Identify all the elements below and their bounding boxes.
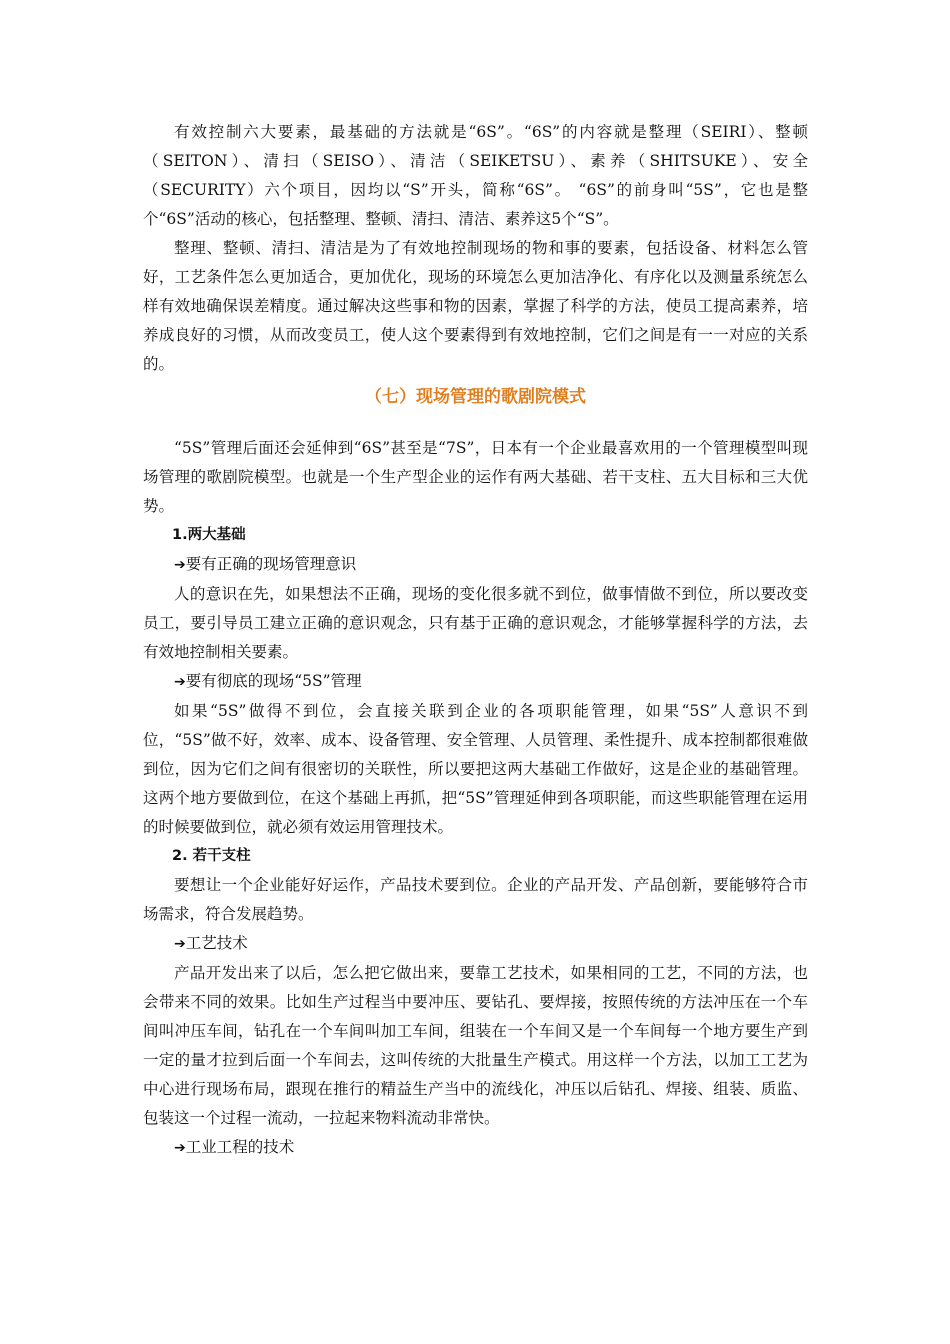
bullet-process-tech	[143, 929, 808, 959]
arrow-icon: ➔	[174, 1140, 186, 1156]
paragraph-opera-model: “5S”管理后面还会延伸到“6S”甚至是“7S”，日本有一个企业最喜欢用的一个管理模型叫现场管理的歌剧院模型。也就是一个生产型企业的运作有两大基础、若干支柱、五大目标和三大优势。	[143, 439, 808, 515]
bullet-label: 要有彻底的现场“5S”管理	[185, 672, 362, 690]
paragraph-5s-elements: 整理、整顿、清扫、清洁是为了有效地控制现场的物和事的要素，包括设备、材料怎么管好，工艺条件怎么更加适合，更加优化，现场的环境怎么更加洁净化、有序化以及测量系统怎么样有效地确保误差精度。通过解决这些事和物的因素，掌握了科学的方法，使员工提高素养，培养成良好的习惯，从而改变员工，使人这个要素得到有效地控制，它们之间是有一一对应的关系的。	[143, 239, 808, 373]
bullet-industrial-engineering	[143, 1133, 808, 1163]
paragraph-pillars: 要想让一个企业能好好运作，产品技术要到位。企业的产品开发、产品创新，要能够符合市场需求，符合发展趋势。	[143, 876, 808, 923]
subheading-pillars: 2. 若干支柱	[172, 848, 251, 864]
bullet-label: 工艺技术	[185, 934, 248, 952]
document-page	[143, 118, 808, 1163]
arrow-icon: ➔	[174, 936, 186, 952]
paragraph-6s-intro: 有效控制六大要素，最基础的方法就是“6S”。“6S”的内容就是整理（SEIRI）、整顿（SEITON）、清扫（SEISO）、清洁（SEIKETSU）、素养（SHITSUKE）、安全（SECURITY）六个项目，因均以“S”开头，简称“6S”。 “6S”的前身叫“5S”，它也是整个“6S”活动的核心，包括整理、整顿、清扫、清洁、素养这5个“S”。	[143, 123, 808, 228]
bullet-awareness	[143, 550, 808, 580]
paragraph-5s-management: 如果“5S”做得不到位，会直接关联到企业的各项职能管理，如果“5S”人意识不到位，“5S”做不好，效率、成本、设备管理、安全管理、人员管理、柔性提升、成本控制都很难做到位，因为它们之间有很密切的关联性，所以要把这两大基础工作做好，这是企业的基础管理。这两个地方要做到位，在这个基础上再抓，把“5S”管理延伸到各项职能，而这些职能管理在运用的时候要做到位，就必须有效运用管理技术。	[143, 702, 808, 836]
bullet-5s-management	[143, 667, 808, 697]
bullet-label: 工业工程的技术	[185, 1138, 295, 1156]
section-title: （七）现场管理的歌剧院模式	[365, 387, 586, 407]
paragraph-awareness: 人的意识在先，如果想法不正确，现场的变化很多就不到位，做事情做不到位，所以要改变员工，要引导员工建立正确的意识观念，只有基于正确的意识观念，才能够掌握科学的方法，去有效地控制相关要素。	[143, 585, 808, 661]
arrow-icon: ➔	[174, 674, 186, 690]
paragraph-process-tech: 产品开发出来了以后，怎么把它做出来，要靠工艺技术，如果相同的工艺，不同的方法，也会带来不同的效果。比如生产过程当中要冲压、要钻孔、要焊接，按照传统的方法冲压在一个车间叫冲压车间，钻孔在一个车间叫加工车间，组装在一个车间又是一个车间每一个地方要生产到一定的量才拉到后面一个车间去，这叫传统的大批量生产模式。用这样一个方法，以加工工艺为中心进行现场布局，跟现在推行的精益生产当中的流线化，冲压以后钻孔、焊接、组装、质监、包装这一个过程一流动，一拉起来物料流动非常快。	[143, 964, 808, 1127]
subheading-two-foundations: 1.两大基础	[172, 527, 246, 543]
arrow-icon: ➔	[174, 557, 186, 573]
bullet-label: 要有正确的现场管理意识	[185, 555, 357, 573]
